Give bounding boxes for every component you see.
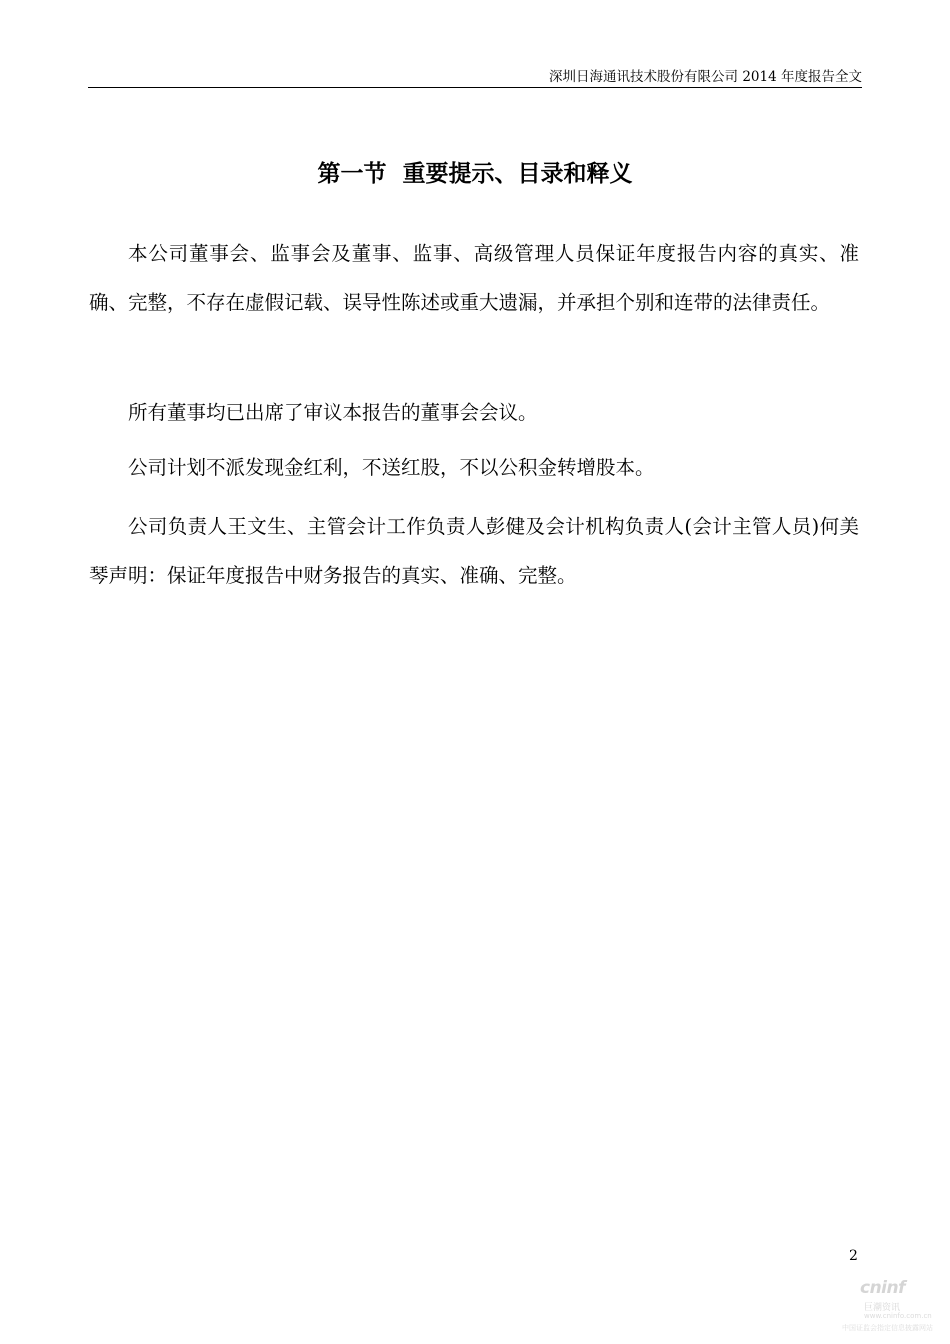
watermark-subtext: 巨潮资讯 xyxy=(864,1303,901,1313)
paragraph-board-guarantee: 本公司董事会、监事会及董事、监事、高级管理人员保证年度报告内容的真实、准确、完整，不存在虚假记载、误导性陈述或重大遗漏，并承担个别和连带的法律责任。 xyxy=(89,242,859,314)
watermark-caption: 中国证监会指定信息披露网站 xyxy=(842,1324,933,1332)
cninfo-watermark xyxy=(838,1276,942,1338)
paragraph-directors-attendance: 所有董事均已出席了审议本报告的董事会会议。 xyxy=(128,401,538,424)
paragraph-responsible-persons-statement: 公司负责人王文生、主管会计工作负责人彭健及会计机构负责人(会计主管人员)何美琴声明：保证年度报告中财务报告的真实、准确、完整。 xyxy=(89,515,859,587)
paragraph-dividend-plan: 公司计划不派发现金红利，不送红股，不以公积金转增股本。 xyxy=(128,456,655,479)
page-header xyxy=(88,62,862,88)
header-title: 深圳日海通讯技术股份有限公司 2014 年度报告全文 xyxy=(549,69,862,85)
watermark-logo: cninf xyxy=(860,1278,906,1298)
section-title: 第一节 重要提示、目录和释义 xyxy=(317,160,633,187)
watermark-url: www.cninfo.com.cn xyxy=(864,1312,932,1320)
page-number: 2 xyxy=(849,1248,858,1264)
